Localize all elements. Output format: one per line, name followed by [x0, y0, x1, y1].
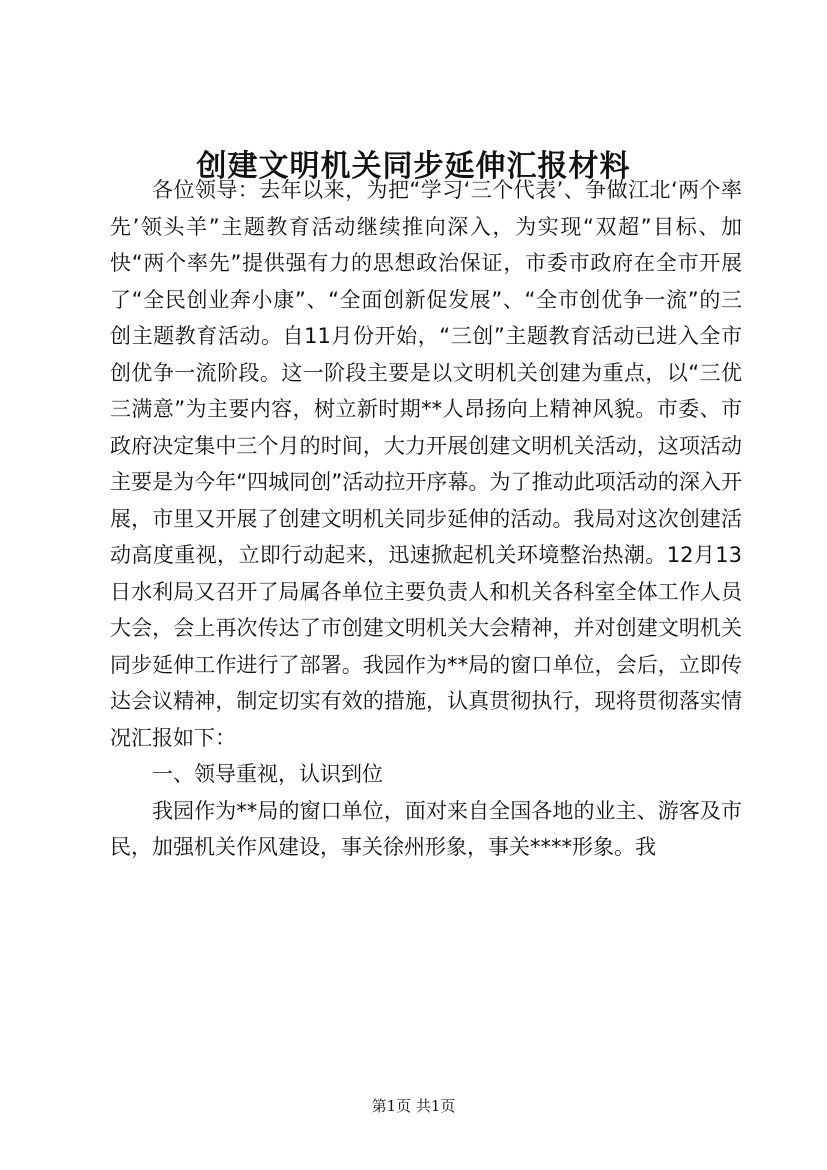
- section-paragraph: 我园作为**局的窗口单位，面对来自全国各地的业主、游客及市民，加强机关作风建设，事关徐州形象，事关****形象。我: [110, 798, 742, 859]
- section-heading: 一、领导重视，认识到位: [152, 762, 383, 786]
- intro-paragraph: 各位领导：去年以来，为把“学习‘三个代表’、争做江北‘两个率先’领头羊”主题教育活动继续推向深入，为实现“双超”目标、加快“两个率先”提供强有力的思想政治保证，市委市政府在全市开展了“全民创业奔小康”、“全面创新促发展”、“全市创优争一流”的三创主题教育活动。自11月份开始，“三创”主题教育活动已进入全市创优争一流阶段。这一阶段主要是以文明机关创建为重点，以“三优三满意”为主要内容，树立新时期**人昂扬向上精神风貌。市委、市政府决定集中三个月的时间，大力开展创建文明机关活动，这项活动主要是为今年“四城同创”活动拉开序幕。为了推动此项活动的深入开展，市里又开展了创建文明机关同步延伸的活动。我局对这次创建活动高度重视，立即行动起来，迅速掀起机关环境整治热潮。12月13日水利局又召开了局属各单位主要负责人和机关各科室全体工作人员大会，会上再次传达了市创建文明机关大会精神，并对创建文明机关同步延伸工作进行了部署。我园作为**局的窗口单位，会后，立即传达会议精神，制定切实有效的措施，认真贯彻执行，现将贯彻落实情况汇报如下：: [110, 178, 742, 750]
- page-number-footer: 第1页 共1页: [371, 1097, 456, 1115]
- document-body: [110, 172, 742, 866]
- document-title: 创建文明机关同步延伸汇报材料: [196, 149, 631, 184]
